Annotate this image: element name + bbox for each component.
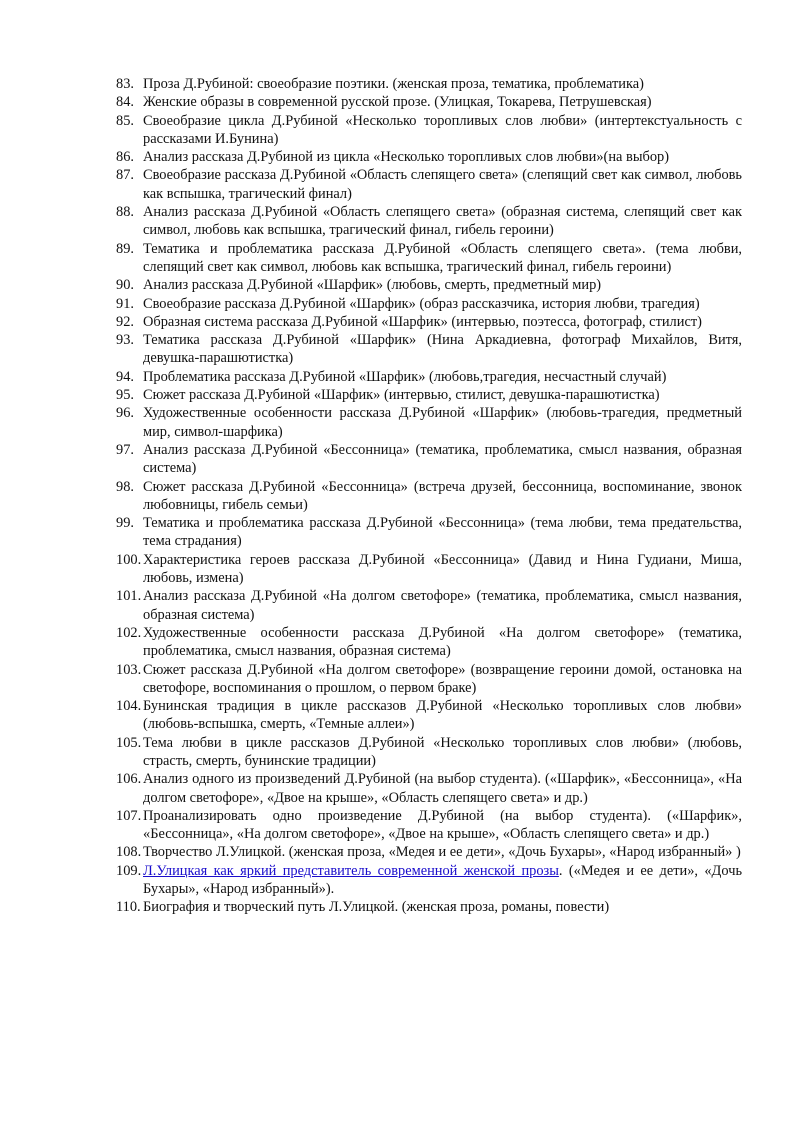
list-item [116, 441, 742, 478]
item-number: 92. [116, 313, 134, 330]
list-item [116, 75, 742, 93]
item-number: 100. [116, 551, 142, 568]
item-number: 86. [116, 149, 134, 166]
item-number: 83. [116, 76, 134, 92]
list-item [116, 148, 742, 166]
item-number: 97. [116, 441, 134, 458]
item-text: Проза Д.Рубиной: своеобразие поэтики. (женская проза, тематика, проблематика) [143, 76, 644, 92]
item-number: 91. [116, 295, 134, 312]
item-link[interactable]: Л.Улицкая как яркий представитель современной женской прозы [143, 862, 559, 879]
list-item [116, 587, 742, 624]
list-item [116, 478, 742, 515]
list-item [116, 331, 742, 368]
list-item [116, 807, 742, 844]
item-number: 110. [116, 899, 141, 916]
item-number: 96. [116, 405, 134, 422]
item-text: Тема любви в цикле рассказов Д.Рубиной «Несколько торопливых слов любви» (любовь, страсть, смерть, бунинские традиции) [143, 734, 742, 769]
item-text: Тематика и проблематика рассказа Д.Рубиной «Область слепящего света». (тема любви, слепящий свет как символ, любовь как вспышка, трагический финал, гибель героини) [143, 240, 742, 275]
list-item [116, 240, 742, 277]
item-number: 101. [116, 588, 142, 605]
item-number: 107. [116, 807, 142, 824]
list-item [116, 843, 742, 861]
item-text: Своеобразие цикла Д.Рубиной «Несколько торопливых слов любви» (интертекстуальность с рассказами И.Бунина) [143, 112, 742, 147]
item-number: 105. [116, 734, 142, 751]
item-number: 102. [116, 624, 142, 641]
item-number: 103. [116, 661, 142, 678]
item-number: 89. [116, 240, 134, 257]
list-item [116, 404, 742, 441]
list-item [116, 93, 742, 111]
item-number: 93. [116, 332, 134, 349]
item-text: Биография и творческий путь Л.Улицкой. (женская проза, романы, повести) [143, 899, 610, 916]
item-number: 90. [116, 277, 134, 294]
item-number: 87. [116, 167, 134, 184]
item-text: Проблематика рассказа Д.Рубиной «Шарфик» (любовь,трагедия, несчастный случай) [143, 368, 667, 385]
document-list [116, 75, 742, 917]
item-text: Анализ одного из произведений Д.Рубиной (на выбор студента). («Шарфик», «Бессонница», «На долгом светофоре», «Двое на крыше», «Область слепящего света» и др.) [143, 771, 742, 806]
list-item [116, 697, 742, 734]
item-text: Образная система рассказа Д.Рубиной «Шарфик» (интервью, поэтесса, фотограф, стилист) [143, 313, 702, 330]
list-item [116, 276, 742, 294]
item-number: 106. [116, 771, 142, 788]
item-text: Тематика и проблематика рассказа Д.Рубиной «Бессонница» (тема любви, тема предательства, тема страдания) [143, 515, 742, 550]
item-number: 104. [116, 698, 142, 715]
list-item [116, 112, 742, 149]
list-item [116, 386, 742, 404]
item-number: 94. [116, 368, 134, 385]
list-item [116, 624, 742, 661]
list-item [116, 734, 742, 771]
item-text: Анализ рассказа Д.Рубиной «Шарфик» (любовь, смерть, предметный мир) [143, 277, 602, 294]
item-text: Творчество Л.Улицкой. (женская проза, «Медея и ее дети», «Дочь Бухары», «Народ избранный» ) [143, 844, 741, 861]
list-item [116, 661, 742, 698]
list-item [116, 313, 742, 331]
item-text: Бунинская традиция в цикле рассказов Д.Рубиной «Несколько торопливых слов любви» (любовь-вспышка, смерть, «Темные аллеи») [143, 698, 742, 733]
item-text: Проанализировать одно произведение Д.Рубиной (на выбор студента). («Шарфик», «Бессонница», «На долгом светофоре», «Двое на крыше», «Область слепящего света» и др.) [143, 807, 742, 843]
item-text: Анализ рассказа Д.Рубиной «Область слепящего света» (образная система, слепящий свет как символ, любовь как вспышка, трагический финал, гибель героини) [143, 204, 742, 239]
item-text: Анализ рассказа Д.Рубиной из цикла «Несколько торопливых слов любви»(на выбор) [143, 149, 670, 166]
list-item [116, 166, 742, 203]
item-text: . («Медея и ее дети», «Дочь Бухары», «Народ избранный»). [143, 862, 743, 898]
item-number: 109. [116, 862, 142, 879]
list-item [116, 368, 742, 386]
item-number: 88. [116, 204, 134, 221]
item-text: Тематика рассказа Д.Рубиной «Шарфик» (Нина Аркадиевна, фотограф Михайлов, Витя, девушка-парашютистка) [143, 332, 742, 367]
item-text: Анализ рассказа Д.Рубиной «На долгом светофоре» (тематика, проблематика, смысл названия, образная система) [143, 588, 742, 623]
list-item [116, 203, 742, 240]
list-item [116, 898, 742, 916]
item-text: Своеобразие рассказа Д.Рубиной «Шарфик» (образ рассказчика, история любви, трагедия) [143, 295, 700, 312]
item-text: Сюжет рассказа Д.Рубиной «Бессонница» (встреча друзей, бессонница, воспоминание, звонок любовницы, гибель семьи) [143, 478, 742, 513]
item-number: 95. [116, 387, 134, 404]
item-text: Художественные особенности рассказа Д.Рубиной «На долгом светофоре» (тематика, проблематика, смысл названия, образная система) [143, 624, 742, 660]
list-item [116, 551, 742, 588]
item-text: Характеристика героев рассказа Д.Рубиной «Бессонница» (Давид и Нина Гудиани, Миша, любовь, измена) [143, 551, 742, 587]
item-text: Анализ рассказа Д.Рубиной «Бессонница» (тематика, проблематика, смысл названия, образная система) [143, 441, 742, 477]
item-text: Женские образы в современной русской прозе. (Улицкая, Токарева, Петрушевская) [143, 94, 652, 111]
item-text: Сюжет рассказа Д.Рубиной «На долгом светофоре» (возвращение героини домой, остановка на светофоре, воспоминания о прошлом, о первом браке) [143, 661, 742, 696]
list-item [116, 862, 742, 899]
item-text: Сюжет рассказа Д.Рубиной «Шарфик» (интервью, стилист, девушка-парашютистка) [143, 387, 660, 404]
item-text: Художественные особенности рассказа Д.Рубиной «Шарфик» (любовь-трагедия, предметный мир, символ-шарфика) [143, 405, 742, 440]
list-item [116, 770, 742, 807]
list-item [116, 514, 742, 551]
list-item [116, 295, 742, 313]
item-number: 98. [116, 478, 134, 495]
item-number: 84. [116, 94, 134, 111]
item-number: 85. [116, 112, 134, 129]
item-number: 108. [116, 844, 142, 861]
item-text: Своеобразие рассказа Д.Рубиной «Область слепящего света» (слепящий свет как символ, любовь как вспышка, трагический финал) [143, 167, 742, 202]
item-number: 99. [116, 515, 134, 532]
